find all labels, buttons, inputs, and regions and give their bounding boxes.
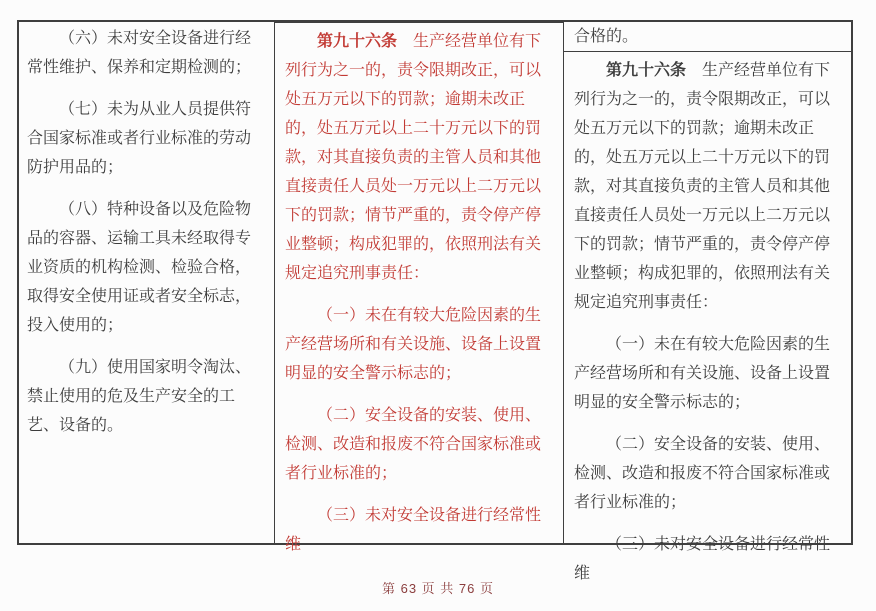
right-main-cell (564, 52, 851, 588)
article-paragraph (285, 27, 553, 288)
paragraph: （二）安全设备的安装、使用、检测、改造和报废不符合国家标准或者行业标准的； (574, 436, 831, 511)
left-column-cell (19, 22, 274, 543)
paragraph: （一）未在有较大危险因素的生产经营场所和有关设施、设备上设置明显的安全警示标志的； (285, 307, 542, 382)
paragraph: （九）使用国家明令淘汰、禁止使用的危及生产安全的工艺、设备的。 (27, 359, 252, 434)
middle-main-cell (275, 23, 563, 559)
right-top-cell: 合格的。 (564, 22, 851, 52)
paragraph: （七）未为从业人员提供符合国家标准或者行业标准的劳动防护用品的； (27, 101, 252, 176)
article-number: 第九十六条 (317, 33, 398, 50)
article-body-text: 生产经营单位有下列行为之一的，责令限期改正，可以处五万元以下的罚款；逾期未改正的，处五万元以上二十万元以下的罚款，对其直接负责的主管人员和其他直接责任人员处一万元以上二万元以下的罚款；情节严重的，责令停产停业整顿；构成犯罪的，依照刑法有关规定追究刑事责任： (574, 62, 831, 311)
paragraph: （一）未在有较大危险因素的生产经营场所和有关设施、设备上设置明显的安全警示标志的； (574, 336, 831, 411)
article-body-text: 生产经营单位有下列行为之一的，责令限期改正，可以处五万元以下的罚款；逾期未改正的，处五万元以上二十万元以下的罚款，对其直接负责的主管人员和其他直接责任人员处一万元以上二万元以下的罚款；情节严重的，责令停产停业整顿；构成犯罪的，依照刑法有关规定追究刑事责任： (285, 33, 542, 282)
article-number: 第九十六条 (606, 62, 687, 79)
paragraph: （二）安全设备的安装、使用、检测、改造和报废不符合国家标准或者行业标准的； (285, 407, 542, 482)
law-comparison-table (17, 20, 853, 582)
column-right (564, 22, 851, 582)
right-item-list (574, 330, 841, 588)
column-left (19, 22, 274, 543)
paragraph: （八）特种设备以及危险物品的容器、运输工具未经取得专业资质的机构检测、检验合格，取得安全使用证或者安全标志，投入使用的； (27, 201, 252, 334)
middle-item-list (285, 301, 553, 559)
column-middle (274, 22, 564, 553)
paragraph: （三）未对安全设备进行经常性维 (285, 507, 542, 553)
paragraph: （三）未对安全设备进行经常性维 (574, 536, 831, 582)
page-footer: 第 63 页 共 76 页 (382, 581, 494, 596)
article-paragraph (574, 56, 841, 317)
paragraph: （六）未对安全设备进行经常性维护、保养和定期检测的； (27, 30, 252, 76)
